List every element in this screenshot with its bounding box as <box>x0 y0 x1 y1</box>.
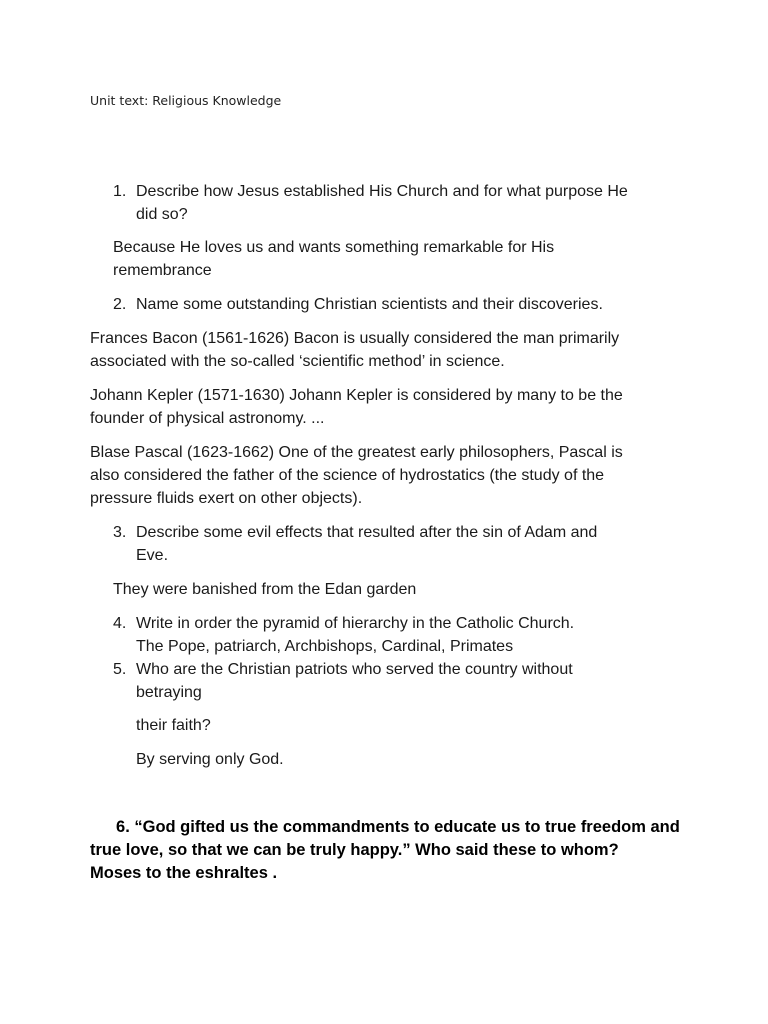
question-5-line-1: Who are the Christian patriots who served the country without <box>136 661 573 678</box>
question-3-line-2: Eve. <box>136 547 169 564</box>
question-5-line-2: betraying <box>136 684 202 701</box>
question-6-line-1-text: . “God gifted us the commandments to educate us to true freedom and <box>125 818 680 836</box>
question-2-text: Name some outstanding Christian scientists and their discoveries. <box>136 296 603 313</box>
answer-1-line-2: remembrance <box>113 262 212 279</box>
bacon-line-1: Frances Bacon (1561-1626) Bacon is usually considered the man primarily <box>90 330 620 347</box>
bacon-line-2: associated with the so-called ‘scientific method’ in science. <box>90 353 505 370</box>
question-5-line-3: their faith? <box>136 717 211 734</box>
question-3-number: 3. <box>113 524 127 541</box>
question-4-text: Write in order the pyramid of hierarchy in the Catholic Church. <box>136 615 575 632</box>
question-6-line-2: true love, so that we can be truly happy.” Who said these to whom? <box>90 841 619 859</box>
answer-1-line-1: Because He loves us and wants something remarkable for His <box>113 239 555 256</box>
answer-5: By serving only God. <box>136 751 284 768</box>
unit-text-heading: Unit text: Religious Knowledge <box>90 93 282 108</box>
question-6-line-1 <box>116 816 680 839</box>
answer-3: They were banished from the Edan garden <box>113 581 417 598</box>
question-3-line-1: Describe some evil effects that resulted after the sin of Adam and <box>136 524 598 541</box>
question-1-line-2: did so? <box>136 206 188 223</box>
question-6-number: 6 <box>116 818 126 836</box>
answer-6: Moses to the eshraltes . <box>90 864 278 882</box>
kepler-line-2: founder of physical astronomy. ... <box>90 410 325 427</box>
kepler-line-1: Johann Kepler (1571-1630) Johann Kepler is considered by many to be the <box>90 387 623 404</box>
answer-4: The Pope, patriarch, Archbishops, Cardinal, Primates <box>136 638 514 655</box>
question-1-number: 1. <box>113 183 127 200</box>
pascal-line-2: also considered the father of the science of hydrostatics (the study of the <box>90 467 605 484</box>
pascal-line-1: Blase Pascal (1623-1662) One of the greatest early philosophers, Pascal is <box>90 444 623 461</box>
pascal-line-3: pressure fluids exert on other objects). <box>90 490 363 507</box>
question-4-number: 4. <box>113 615 127 632</box>
question-2-number: 2. <box>113 296 127 313</box>
question-1-line-1: Describe how Jesus established His Church and for what purpose He <box>136 183 628 200</box>
question-5-number: 5. <box>113 661 127 678</box>
